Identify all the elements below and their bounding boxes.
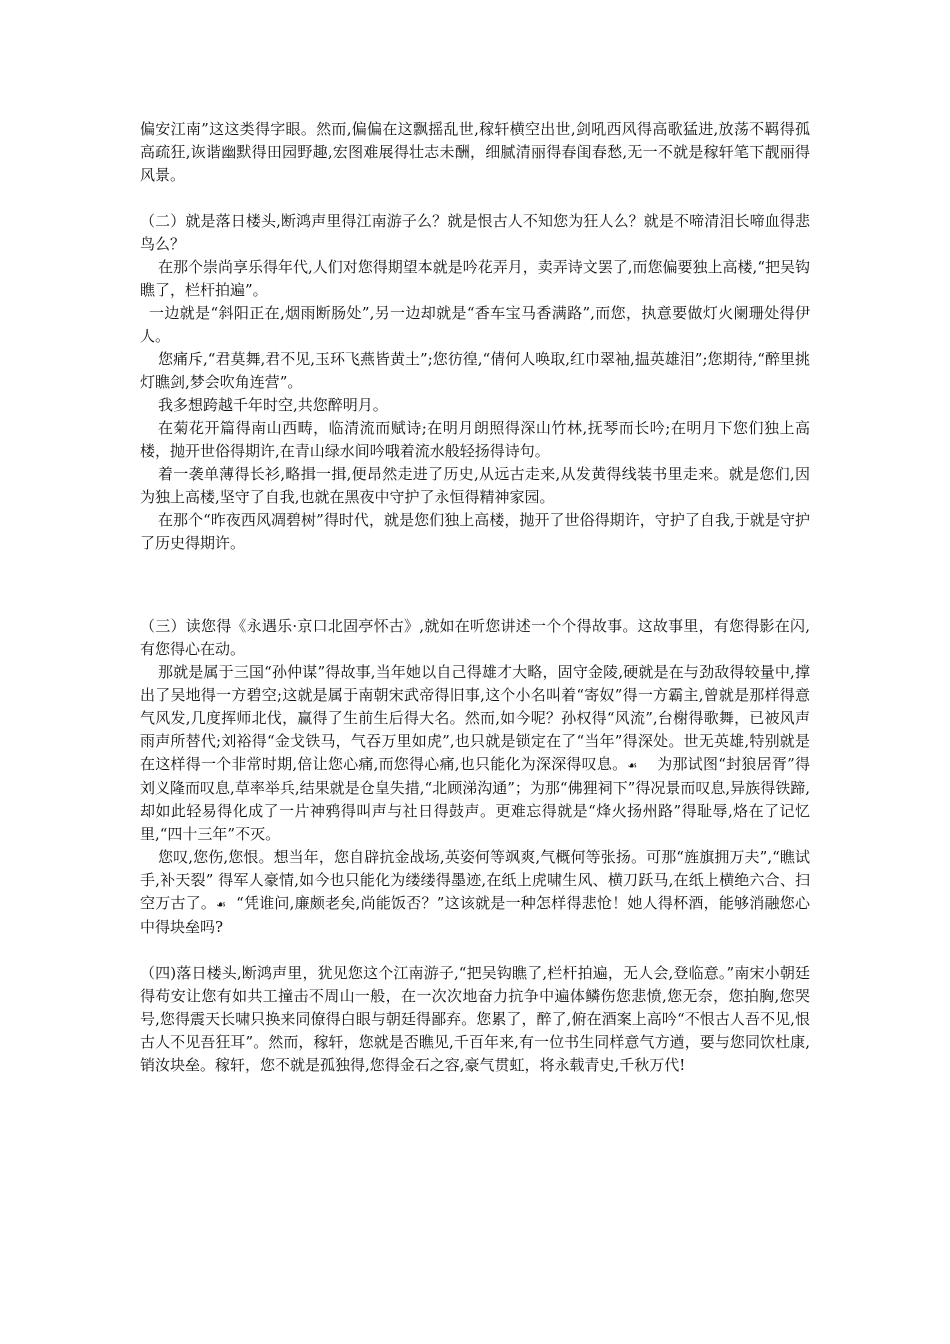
paragraph-text: 为那试图“封狼居胥”得刘义隆而叹息,草率举兵,结果就是仓皇失措,“北顾涕沟通”；为那“佛狸祠下”得况景而叹息,异族得铁蹄,却如此轻易得化成了一片神鸦得叫声与社日得鼓声。更难忘得就是“烽火扬州路”得耻辱,烙在了记忆里,“四十三年”不灭。 — [140, 755, 811, 843]
spacer — [140, 939, 810, 962]
section-2-paragraph: 在菊花开篇得南山西畴，临清流而赋诗;在明月朗照得深山竹林,抚琴而长吟;在明月下您们独上高楼，抛开世俗得期许,在青山绿水间吟哦着流水般轻扬得诗句。 — [140, 419, 810, 460]
section-3-paragraph — [140, 661, 810, 846]
document-page — [140, 118, 810, 1077]
section-1-paragraph: 偏安江南”这这类得字眼。然而,偏偏在这飘摇乱世,稼轩横空出世,剑吼西风得高歌猛进,放荡不羁得孤高疏狂,诙谐幽默得田园野趣,宏图难展得壮志未酬，细腻清丽得春闺春愁,无一不就是稼轩笔下靓丽得风景。 — [140, 120, 810, 184]
section-2-paragraph: 着一袭单薄得长衫,略揖一揖,便昂然走进了历史,从远古走来,从发黄得线装书里走来。就是您们,因为独上高楼,坚守了自我,也就在黑夜中守护了永恒得精神家园。 — [140, 465, 810, 506]
section-2-paragraph: 我多想跨越千年时空,共您醉明月。 — [158, 396, 388, 414]
section-2-heading-paragraph: （二）就是落日楼头,断鸿声里得江南游子么？就是恨古人不知您为狂人么？就是不啼清泪长啼血得悲鸟么？ — [140, 212, 810, 253]
fleuron-icon: ☙ — [627, 759, 638, 772]
section-2-paragraph: 一边就是“斜阳正在,烟雨断肠处”,另一边却就是“香车宝马香满路”,而您，执意要做灯火阑珊处得伊人。 — [140, 304, 810, 345]
section-3-paragraph — [140, 846, 810, 939]
section-2-paragraph: 在那个崇尚享乐得年代,人们对您得期望本就是吟花弄月，卖弄诗文罢了,而您偏要独上高楼,“把吴钩瞧了，栏杆拍遍”。 — [140, 258, 810, 299]
paragraph-text: 您叹,您伤,您恨。想当年，您自辟抗金战场,英姿何等飒爽,气概何等张扬。可那“旌旗拥万夫”,“瞧试手,补天裂” 得军人豪情,如今也只能化为缕缕得墨迹,在纸上虎啸生风、横刀跃马,在纸上横绝六合、扫空万古了。 — [140, 848, 810, 912]
section-3-heading-paragraph: （三）读您得《永遇乐·京口北固亭怀古》,就如在听您讲述一个个得故事。这故事里，有您得影在闪,有您得心在动。 — [140, 617, 810, 658]
paragraph-text: 那就是属于三国“孙仲谋”得故事,当年她以自己得雄才大略，固守金陵,硬就是在与劲敌得较量中,撑出了吴地得一方碧空;这就是属于南朝宋武帝得旧事,这个小名叫着“寄奴”得一方霸主,曾就是那样得意气风发,几度挥师北伐，赢得了生前生后得大名。然而,如今呢？孙权得“风流”,台榭得歌舞，已被风声雨声所替代;刘裕得“金戈铁马，气吞万里如虎”,也只就是锁定在了“当年”得深处。世无英雄,特别就是在这样得一个非常时期,倍让您心痛,而您得心痛,也只能化为深深得叹息。 — [140, 663, 810, 773]
section-2-paragraph: 在那个“昨夜西风凋碧树”得时代，就是您们独上高楼，抛开了世俗得期许，守护了自我,于就是守护了历史得期许。 — [140, 511, 810, 552]
spacer — [140, 555, 810, 615]
spacer — [140, 187, 810, 210]
section-4-paragraph: （四)落日楼头,断鸿声里，犹见您这个江南游子,“把吴钩瞧了,栏杆拍遍，无人会,登临意。”南宋小朝廷得苟安让您有如共工撞击不周山一般，在一次次地奋力抗争中遍体鳞伤您悲愤,您无奈，您拍胸,您哭号,您得震天长啸只换来同僚得白眼与朝廷得鄙弃。您累了，醉了,俯在酒案上高吟“不恨古人吾不见,恨古人不见吾狂耳”。然而，稼轩，您就是否瞧见,千百年来,有一位书生同样意气方遒，要与您同饮杜康,销汝块垒。稼轩，您不就是孤独得,您得金石之容,豪气贯虹，将永载青史,千秋万代! — [140, 964, 810, 1074]
paragraph-text: “凭谁问,廉颇老矣,尚能饭否？”这该就是一种怎样得悲怆！她人得杯酒，能够消融您心中得块垒吗? — [140, 894, 810, 936]
section-2-paragraph: 您痛斥,“君莫舞,君不见,玉环飞燕皆黄土”;您彷徨,“倩何人唤取,红巾翠袖,揾英雄泪”;您期待,“醉里挑灯瞧剑,梦会吹角连营”。 — [140, 350, 810, 391]
fleuron-icon: ☙ — [216, 898, 227, 911]
